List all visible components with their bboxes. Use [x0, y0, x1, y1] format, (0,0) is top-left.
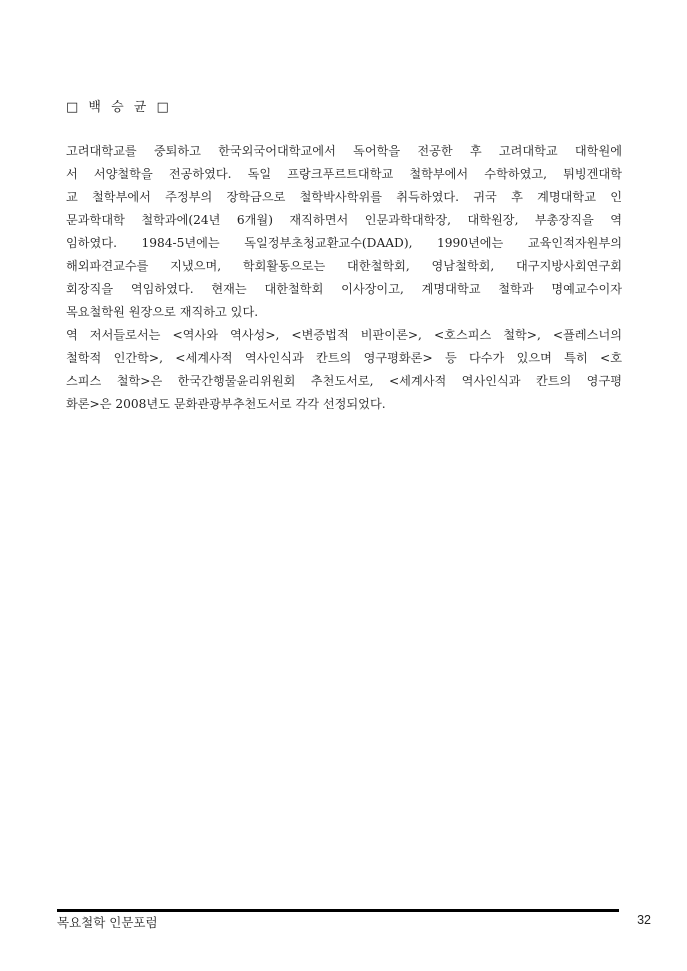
bio-line: 고려대학교를 중퇴하고 한국외국어대학교에서 독어학을 전공한 후 고려대학교 대학원에	[66, 144, 622, 158]
bio-line: 문과학대학 철학과에(24년 6개월) 재직하면서 인문과학대학장, 대학원장, 부총장직을 역	[66, 213, 622, 227]
author-bio	[66, 140, 622, 416]
bio-line: 임하였다. 1984-5년에는 독일정부초청교환교수(DAAD), 1990년에는 교육인적자원부의	[66, 236, 622, 250]
bio-line: 화론>은 2008년도 문화관광부추천도서로 각각 선정되었다.	[66, 397, 386, 411]
bio-line: 역 저서들로서는 <역사와 역사성>, <변증법적 비판이론>, <호스피스 철학>, <플레스너의	[66, 328, 622, 342]
bio-line: 철학적 인간학>, <세계사적 역사인식과 칸트의 영구평화론> 등 다수가 있으며 특히 <호	[66, 351, 622, 365]
bio-line: 회장직을 역임하였다. 현재는 대한철학회 이사장이고, 계명대학교 철학과 명예교수이자	[66, 282, 622, 296]
footer-title: 목요철학 인문포럼	[57, 915, 158, 930]
author-heading: □ 백 승 균 □	[66, 100, 172, 115]
bio-line: 스피스 철학>은 한국간행물윤리위원회 추천도서로, <세계사적 역사인식과 칸트의 영구평	[66, 374, 622, 388]
page-number: 32	[637, 913, 651, 927]
bio-line: 교 철학부에서 주정부의 장학금으로 철학박사학위를 취득하였다. 귀국 후 계명대학교 인	[66, 190, 622, 204]
footer-rule	[57, 909, 619, 912]
bio-line: 서 서양철학을 전공하였다. 독일 프랑크푸르트대학교 철학부에서 수학하였고, 튀빙겐대학	[66, 167, 622, 181]
bio-line: 목요철학원 원장으로 재직하고 있다.	[66, 305, 259, 319]
bio-line: 해외파견교수를 지냈으며, 학회활동으로는 대한철학회, 영남철학회, 대구지방사회연구회	[66, 259, 622, 273]
